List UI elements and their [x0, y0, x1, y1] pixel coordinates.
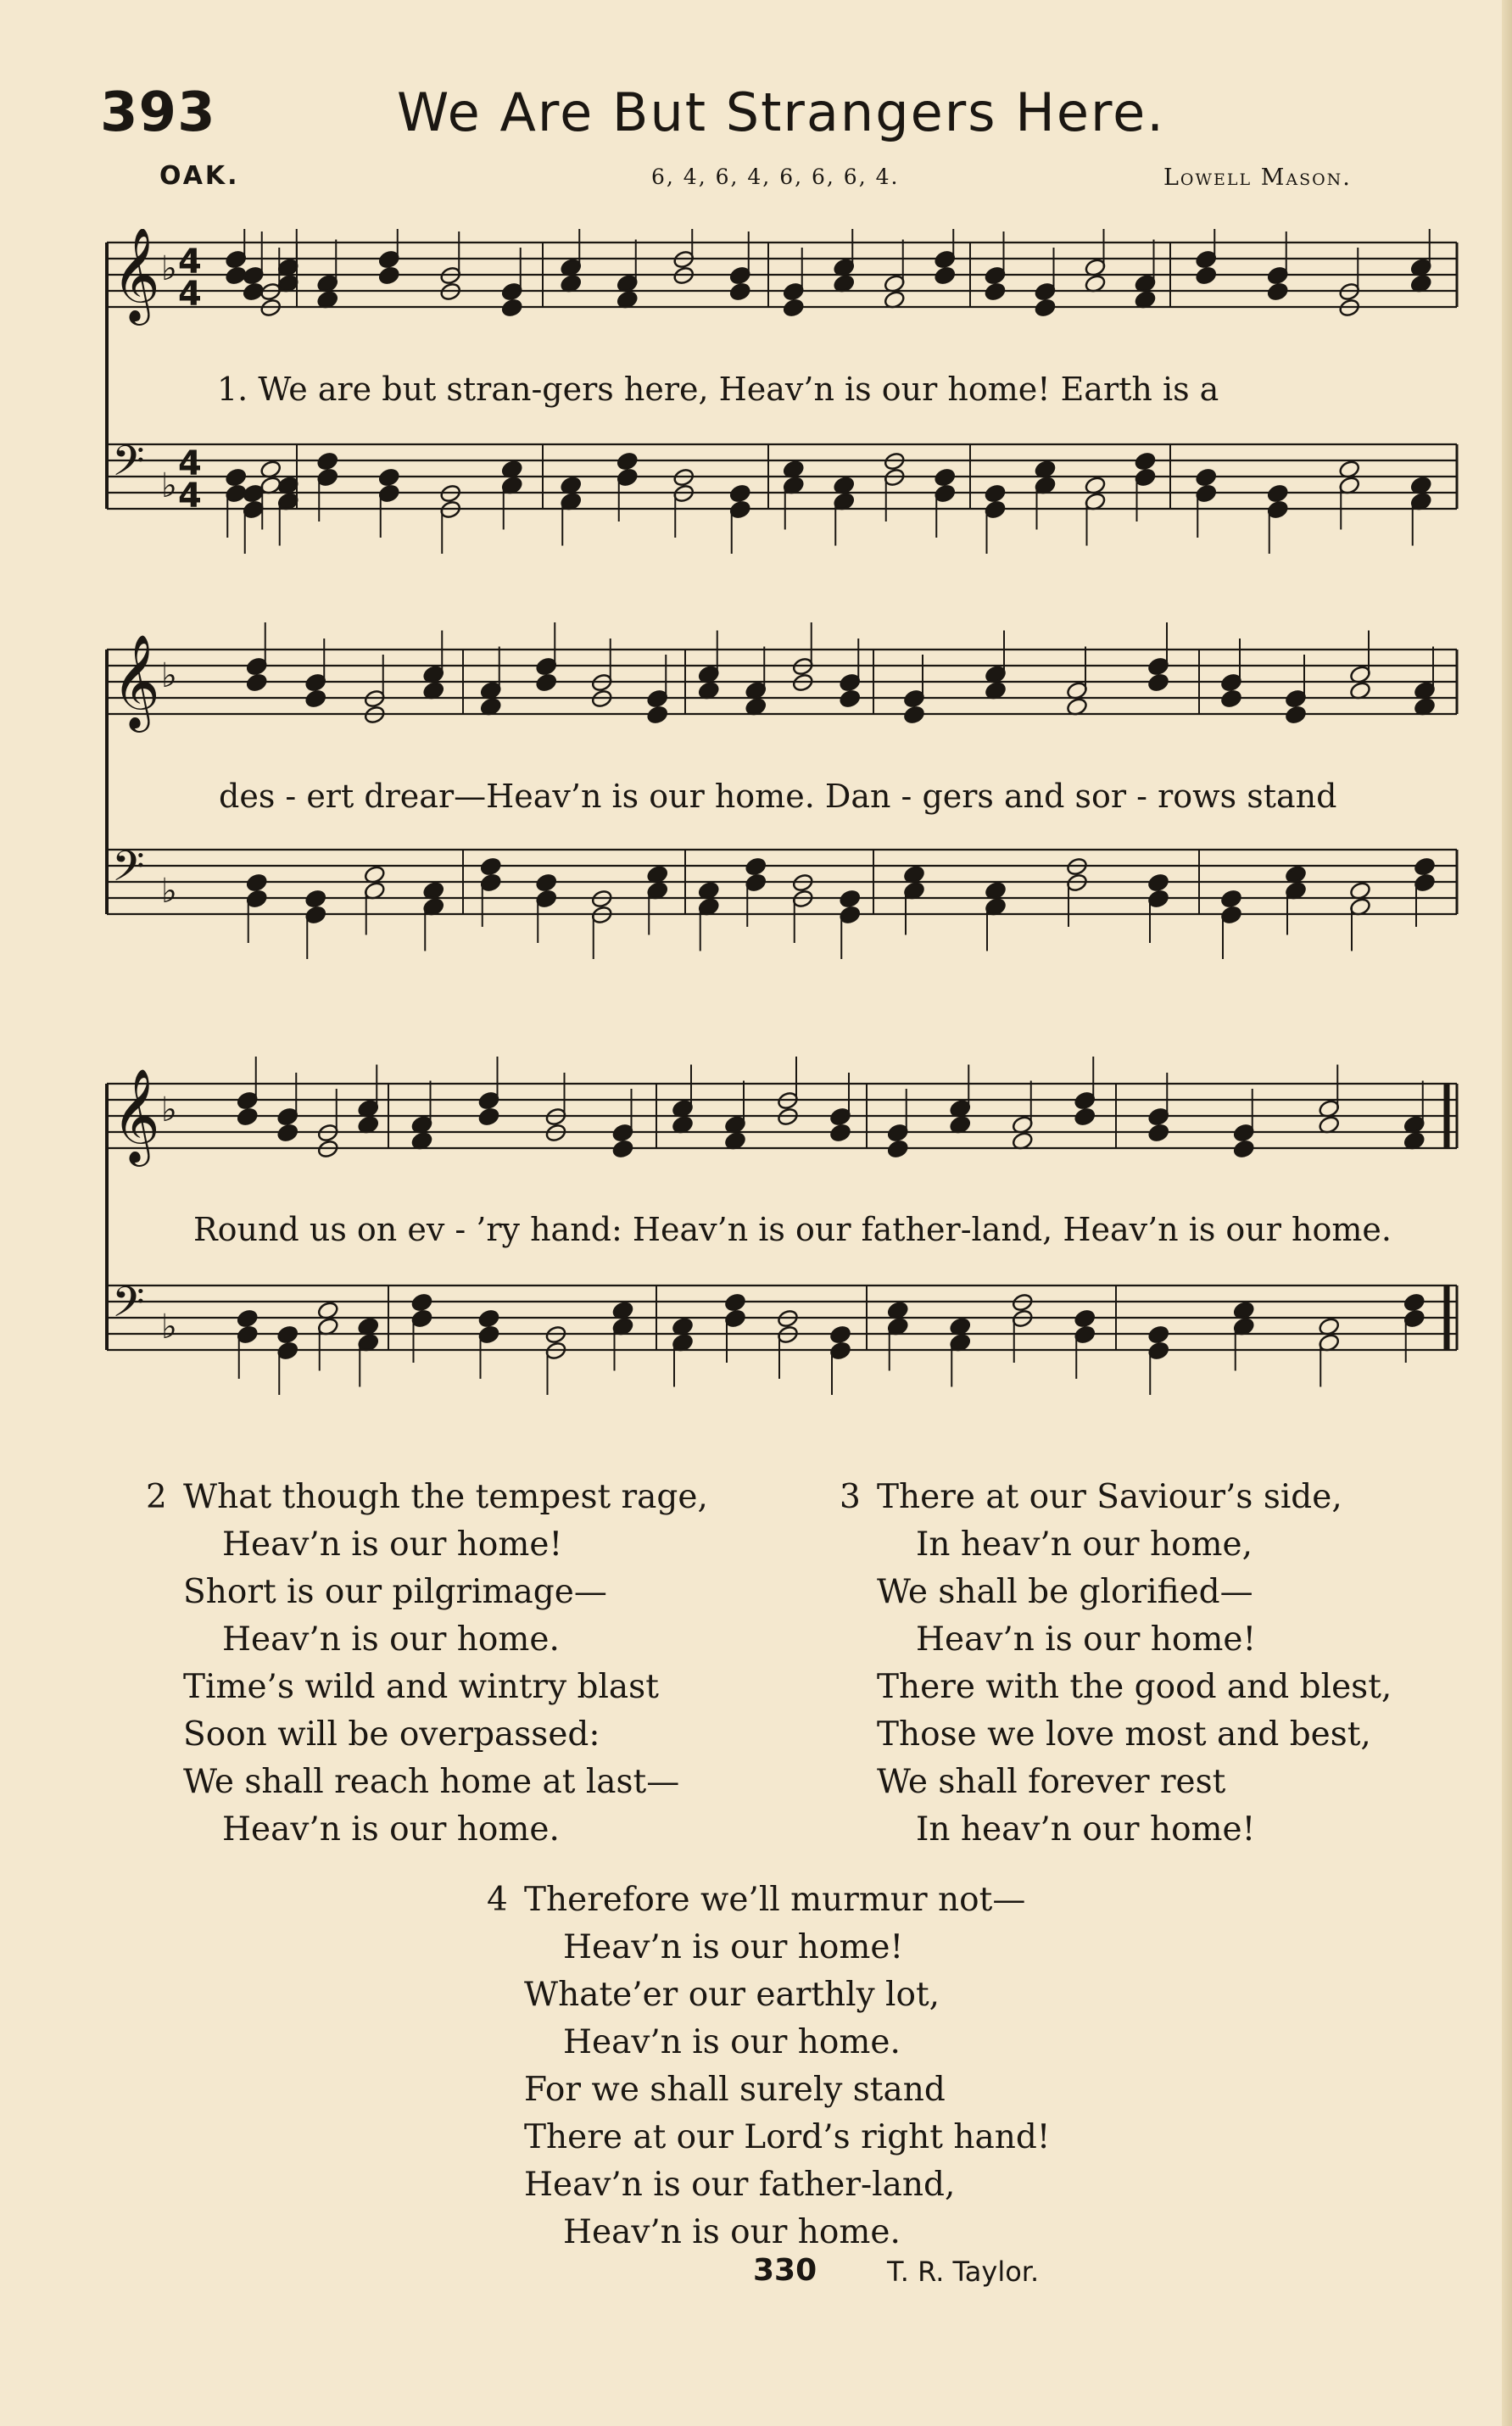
note-head [1147, 1325, 1170, 1345]
note-head [236, 1308, 259, 1329]
verse-2 [146, 1474, 708, 1854]
note-head [1266, 483, 1289, 504]
note-head [839, 889, 862, 909]
verse-line: Heav’n is our home! [916, 1620, 1257, 1659]
note-head [477, 1107, 500, 1127]
note-head [1074, 1308, 1096, 1329]
note-head [1195, 467, 1218, 488]
key-flat-icon: ♭ [161, 656, 177, 695]
verse-line: Heav’n is our home. [222, 1620, 560, 1659]
bass-clef-icon: 𝄢 [112, 437, 145, 496]
note-head [1147, 672, 1170, 693]
note-head [304, 689, 327, 709]
verse-line: Therefore we’ll murmur not— [524, 1881, 1026, 1919]
note-head [903, 705, 926, 725]
bass-clef-icon: 𝄢 [112, 842, 145, 901]
note-head [984, 282, 1007, 302]
verse-line: There with the good and blest, [877, 1668, 1392, 1706]
treble-clef-icon: 𝄞 [112, 229, 160, 321]
time-signature-icon: 4 [178, 243, 202, 282]
note-head [304, 889, 327, 909]
note-head [377, 467, 400, 488]
verse-number: 3 [840, 1478, 861, 1516]
meter: 6, 4, 6, 4, 6, 6, 6, 4. [651, 165, 900, 189]
note-head [745, 856, 767, 877]
verse-line: Time’s wild and wintry blast [183, 1668, 659, 1706]
verse-line: Heav’n is our home. [222, 1810, 560, 1849]
verse-line: Whate’er our earthly lot, [524, 1976, 940, 2014]
page-edge [1502, 0, 1512, 2426]
hymn-number: 393 [100, 81, 216, 144]
note-head [535, 672, 558, 693]
hymn-title: We Are But Strangers Here. [397, 81, 1165, 143]
note-head [1220, 689, 1243, 709]
note-head [236, 1107, 259, 1127]
note-head [276, 1325, 299, 1345]
verse-number: 4 [487, 1881, 508, 1919]
note-head [377, 265, 400, 286]
note-head [829, 1123, 852, 1143]
verse-line: Heav’n is our father-land, [524, 2166, 956, 2204]
note-head [1147, 873, 1170, 893]
verse-line: Heav’n is our home. [563, 2023, 901, 2061]
note-head [245, 873, 268, 893]
note-head [1195, 265, 1218, 286]
lyricist: T. R. Taylor. [887, 2256, 1040, 2288]
verse-line: We shall be glorified— [877, 1573, 1253, 1611]
verse-line: In heav’n our home, [916, 1525, 1253, 1564]
note-head [500, 298, 523, 318]
verse-line: In heav’n our home! [916, 1810, 1256, 1849]
note-head [1147, 1123, 1170, 1143]
note-head [1220, 889, 1243, 909]
note-head [1134, 451, 1157, 471]
page-number: 330 [753, 2253, 817, 2288]
note-head [829, 1325, 852, 1345]
verse-line: Heav’n is our home. [563, 2213, 901, 2251]
bass-clef-icon: 𝄢 [112, 1278, 145, 1337]
treble-clef-icon: 𝄞 [112, 1068, 160, 1163]
note-head [276, 1123, 299, 1143]
note-head [535, 873, 558, 893]
key-flat-icon: ♭ [161, 249, 177, 288]
key-flat-icon: ♭ [161, 872, 177, 911]
verse-line: Heav’n is our home! [563, 1928, 904, 1966]
verse-line: We shall reach home at last— [183, 1763, 680, 1801]
note-head [477, 1308, 500, 1329]
note-head [728, 483, 751, 504]
note-head [316, 451, 339, 471]
note-head [1232, 1139, 1255, 1159]
note-head [724, 1292, 747, 1313]
verse-line: Those we love most and best, [877, 1715, 1371, 1754]
note-head [1266, 282, 1289, 302]
verse-line: There at our Saviour’s side, [877, 1478, 1342, 1516]
verse-line: For we shall surely stand [524, 2071, 946, 2109]
composer: Lowell Mason. [1163, 165, 1352, 191]
note-head [1414, 856, 1437, 877]
note-head [410, 1292, 433, 1313]
key-flat-icon: ♭ [161, 1308, 177, 1347]
lyric-line-3: Round us on ev - ’ry hand: Heav’n is our father-land, Heav’n is our home. [193, 1211, 1392, 1248]
note-head [782, 298, 805, 318]
note-head [611, 1139, 634, 1159]
note-head [245, 672, 268, 693]
verse-number: 2 [146, 1478, 167, 1516]
note-head [1034, 298, 1057, 318]
note-head [984, 483, 1007, 504]
time-signature-icon: 4 [178, 444, 202, 483]
note-head [886, 1139, 909, 1159]
verse-line: We shall forever rest [877, 1763, 1226, 1801]
key-flat-icon: ♭ [161, 466, 177, 505]
verse-line: What though the tempest rage, [183, 1478, 708, 1516]
lyric-line-2: des - ert drear—Heav’n is our home. Dan - gers and sor - rows stand [219, 778, 1337, 815]
lyric-line-1: 1. We are but stran-gers here, Heav’n is our home! Earth is a [217, 371, 1219, 408]
verse-line: There at our Lord’s right hand! [524, 2118, 1051, 2156]
note-head [646, 705, 669, 725]
note-head [225, 467, 248, 488]
note-head [1403, 1292, 1426, 1313]
note-head [934, 265, 957, 286]
verse-3 [840, 1474, 1392, 1854]
note-head [728, 282, 751, 302]
time-signature-icon: 4 [178, 477, 202, 516]
note-head [1285, 705, 1308, 725]
note-head [934, 467, 957, 488]
note-head [479, 856, 502, 877]
verse-line: Heav’n is our home! [222, 1525, 563, 1564]
verse-line: Short is our pilgrimage— [183, 1573, 607, 1611]
note-head [839, 689, 862, 709]
treble-clef-icon: 𝄞 [112, 633, 160, 728]
time-signature-icon: 4 [178, 275, 202, 314]
tune-name: OAK. [159, 161, 240, 191]
verse-line: Soon will be overpassed: [183, 1715, 600, 1754]
note-head [1074, 1107, 1096, 1127]
verse-4 [487, 1877, 1051, 2256]
note-head [616, 451, 639, 471]
key-flat-icon: ♭ [161, 1090, 177, 1129]
